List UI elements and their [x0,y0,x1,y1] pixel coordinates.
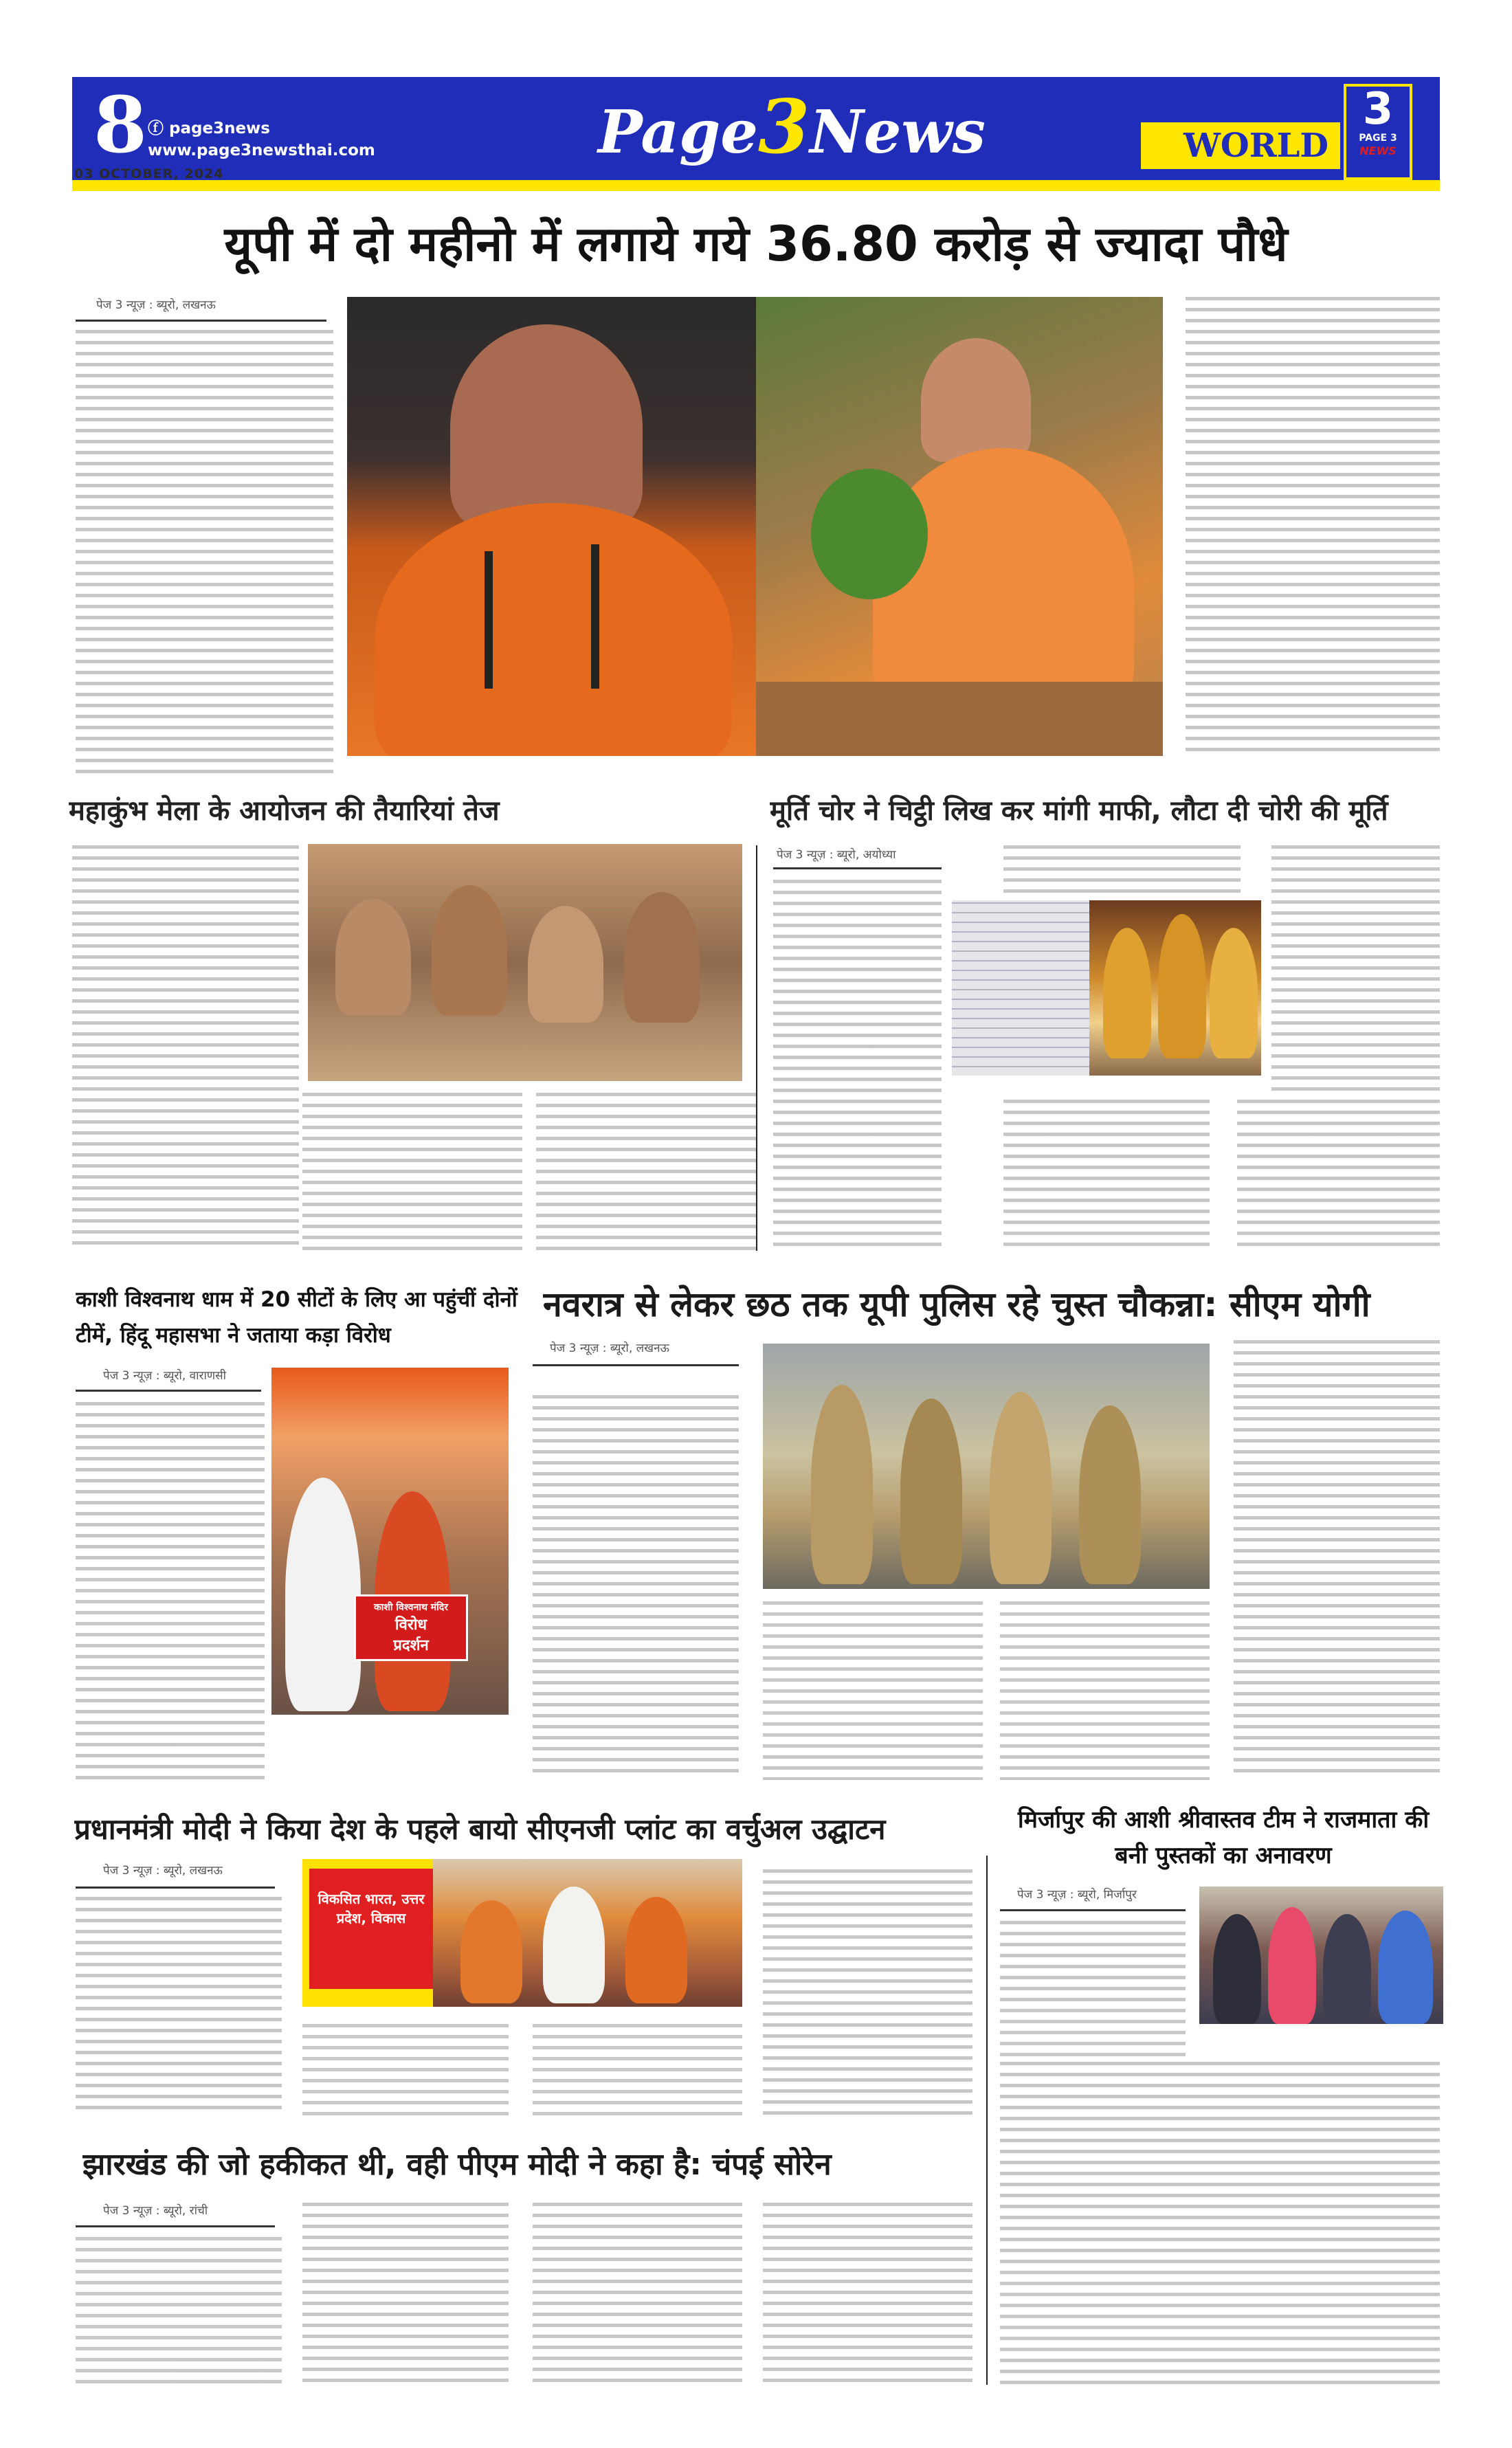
article6-text-column-1 [76,1897,282,2117]
article6-text-column-3 [533,2024,742,2120]
cm-speaking-photo [347,297,756,756]
article8-text-column-3 [533,2203,742,2385]
main-text-column-1 [76,330,333,777]
article6-byline-rule [76,1887,275,1889]
portrait-head [921,338,1031,462]
article7-byline-rule [1000,1909,1186,1911]
logo-line1: PAGE 3 [1359,133,1397,144]
devotee-figure [624,892,700,1023]
officer-figure [990,1392,1052,1584]
protest-banner-line2: विरोध [394,1616,427,1634]
protest-march-photo [271,1368,509,1715]
person-figure [1213,1914,1261,2024]
brand-number: 3 [757,84,810,170]
article5-text-column-3 [1234,1340,1440,1780]
police-patrol-photo [763,1344,1210,1589]
dignitary-figure [625,1897,687,2003]
article6-byline: पेज 3 न्यूज़ : ब्यूरो, लखनऊ [103,1864,223,1878]
article5-byline: पेज 3 न्यूज़ : ब्यूरो, लखनऊ [550,1342,669,1355]
article2-text-column-2 [302,1093,522,1251]
column-divider [756,845,757,1251]
portrait-head [450,324,643,531]
article6-headline: प्रधानमंत्री मोदी ने किया देश के पहले बायो सीएनजी प्लांट का वर्चुअल उद्घाटन [74,1812,886,1846]
person-figure [1323,1914,1371,2024]
protest-banner [354,1594,468,1661]
main-text-column-2 [1186,297,1440,757]
article5-headline: नवरात्र से लेकर छठ तक यूपी पुलिस रहे चुस्त चौकन्ना: सीएम योगी [543,1284,1370,1324]
article7-headline: मिर्जापुर की आशी श्रीवास्तव टीम ने राजमाता की बनी पुस्तकों का अनावरण [1017,1806,1430,1869]
protest-banner-line1: काशी विश्वनाथ मंदिर [374,1602,448,1613]
devotee-figure [335,899,411,1016]
main-byline: पेज 3 न्यूज़ : ब्यूरो, लखनऊ [96,298,216,312]
facebook-icon: ⓕ [148,120,164,137]
article3-text-column-2 [1003,1100,1210,1251]
article8-text-column-1 [76,2237,282,2385]
cm-planting-sapling-photo [756,297,1163,756]
article6-text-column-2 [302,2024,509,2120]
article4-byline-rule [76,1390,261,1392]
temple-idols-photo [1089,900,1261,1076]
article5-byline-rule [533,1364,739,1366]
article7-byline: पेज 3 न्यूज़ : ब्यूरो, मिर्जापुर [1017,1888,1137,1902]
article8-byline-rule [76,2225,275,2227]
article8-text-column-4 [763,2203,972,2385]
issue-date: 03 OCTOBER, 2024 [74,166,224,181]
page-number: 8 [93,80,147,170]
microphone-stand-left [485,551,493,689]
article3-headline: मूर्ति चोर ने चिट्ठी लिख कर मांगी माफी, लौटा दी चोरी की मूर्ति [770,795,1388,827]
article3-byline-rule [773,867,942,869]
soil-ground [756,682,1163,756]
officer-figure [1079,1405,1141,1584]
newspaper-brand [598,81,986,174]
page3-logo [1344,84,1412,180]
column-divider [986,1856,988,2385]
article4-text-column-1 [76,1402,265,1780]
group-felicitation-photo [1199,1887,1443,2024]
article7-text-column-1 [1000,1921,1186,2058]
sapling-leaves [811,469,928,599]
article8-headline: झारखंड की जो हकीकत थी, वही पीएम मोदी ने कहा है: चंपई सोरेन [82,2147,832,2182]
article8-text-column-2 [302,2203,509,2385]
saffron-robe [375,503,732,756]
idol-figure [1158,914,1206,1058]
dignitary-figure [460,1900,522,2003]
article2-headline: महाकुंभ मेला के आयोजन की तैयारियां तेज [69,795,500,827]
article3-text-column-4 [1271,845,1440,1093]
article4-headline: काशी विश्वनाथ धाम में 20 सीटों के लिए आ पहुंचीं दोनों टीमें, हिंदू महासभा ने जताया कड़ा विरोध [76,1287,518,1348]
article7-text-column-2 [1000,2062,1440,2385]
article6-text-column-4 [763,1869,972,2120]
marcher-figure [285,1478,361,1711]
stage-scene [433,1859,742,2007]
main-headline: यूपी में दो महीनो में लगाये गये 36.80 करोड़ से ज्यादा पौधे [224,216,1288,272]
website-link[interactable]: www.page3newsthai.com [148,142,375,159]
article3-text-column-2-top [1003,845,1241,893]
idol-figure [1103,928,1151,1058]
idol-figure [1210,928,1258,1058]
handwritten-letter-photo [952,900,1089,1076]
logo-line2: NEWS [1359,144,1397,157]
article3-text-column-1 [773,880,942,1251]
social-handle-text: page3news [169,120,270,137]
section-label: WORLD [1183,126,1328,165]
article4-text-column-2 [533,1395,739,1780]
inauguration-banner-text: विकसित भारत, उत्तर प्रदेश, विकास [318,1891,425,1926]
brand-prefix: Page [598,98,758,167]
logo-number: 3 [1362,84,1394,135]
brand-suffix: News [810,98,986,167]
dignitary-figure [543,1887,605,2003]
inauguration-stage-photo [302,1859,742,2007]
person-figure [1268,1907,1316,2024]
officer-figure [900,1399,962,1584]
article5-text-column-2 [1000,1601,1210,1780]
article4-byline: पेज 3 न्यूज़ : ब्यूरो, वाराणसी [103,1369,227,1383]
devotee-figure [528,906,603,1023]
devotee-figure [432,885,507,1016]
devotees-gathering-photo [308,844,742,1081]
main-byline-rule [76,320,326,322]
inauguration-banner [309,1869,433,1989]
article2-text-column-3 [536,1093,756,1251]
social-handle[interactable] [148,115,270,138]
article3-text-column-3 [1237,1100,1440,1251]
person-figure [1378,1911,1433,2024]
article8-byline: पेज 3 न्यूज़ : ब्यूरो, रांची [103,2204,208,2218]
microphone-stand-right [591,544,599,689]
officer-figure [811,1385,873,1584]
protest-banner-line3: प्रदर्शन [393,1637,429,1654]
article2-text-column-1 [72,845,299,1251]
article3-byline: पेज 3 न्यूज़ : ब्यूरो, अयोध्या [777,848,896,862]
article5-text-column-1 [763,1601,983,1780]
